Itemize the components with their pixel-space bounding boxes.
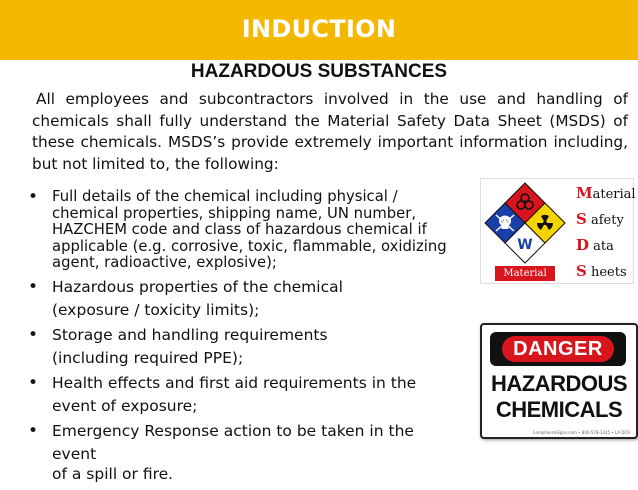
msds-word: D ata [576,236,614,254]
bullet-list [28,189,458,490]
diamond-letter: W [517,237,533,253]
bullet-text: Full details of the chemical including physical / chemical properties, shipping name, UN number, HAZCHEM code and class of hazardous chemical if applicable (e.g. corrosive, toxic, flammable, oxidizing agent, radioactive, explosive); [52,188,447,271]
bullet-text: Health effects and first aid requirements in the [52,373,417,392]
list-item [28,422,458,484]
msds-acronym [576,181,636,285]
hazard-diamond-icon [483,181,578,267]
msds-word: S heets [576,262,627,280]
bullet-text-continued: of a spill or fire. [52,464,174,483]
danger-sign-image [480,323,638,439]
sign-line-chemicals: CHEMICALS [495,397,623,422]
intro-paragraph: All employees and subcontractors involved in the use and handling of chemicals shall fully understand the Material Safety Data Sheet (MSDS) of these chemicals. MSDS’s provide extremely important information including, but not limited to, the following: [32,90,628,173]
bullet-text-continued: (including required PPE); [52,348,244,367]
list-item [28,374,458,416]
section-heading: HAZARDOUS SUBSTANCES [190,61,448,82]
bullet-text: Storage and handling requirements [52,325,328,344]
bullet-text: Emergency Response action to be taken in the [52,421,414,440]
msds-material-label: Material [495,266,555,281]
danger-badge [490,332,626,366]
bullet-text-continued: (exposure / toxicity limits); [52,300,260,319]
bullet-text: Hazardous properties of the chemical [52,277,343,296]
list-item [28,326,458,368]
msds-word: Material [576,184,636,202]
danger-badge-text: DANGER [502,336,614,362]
sign-footer: ComplianceSigns.com • 800-578-1245 • LA DCR [532,430,630,435]
title-banner [0,0,638,60]
msds-image [480,178,634,284]
bullet-text-continued: event [52,444,97,463]
msds-word: S afety [576,210,624,228]
list-item [28,278,458,320]
sign-line-hazardous: HAZARDOUS [490,371,628,396]
bullet-text-continued: event of exposure; [52,396,198,415]
slide-title: INDUCTION [241,15,397,43]
list-item [28,189,458,272]
